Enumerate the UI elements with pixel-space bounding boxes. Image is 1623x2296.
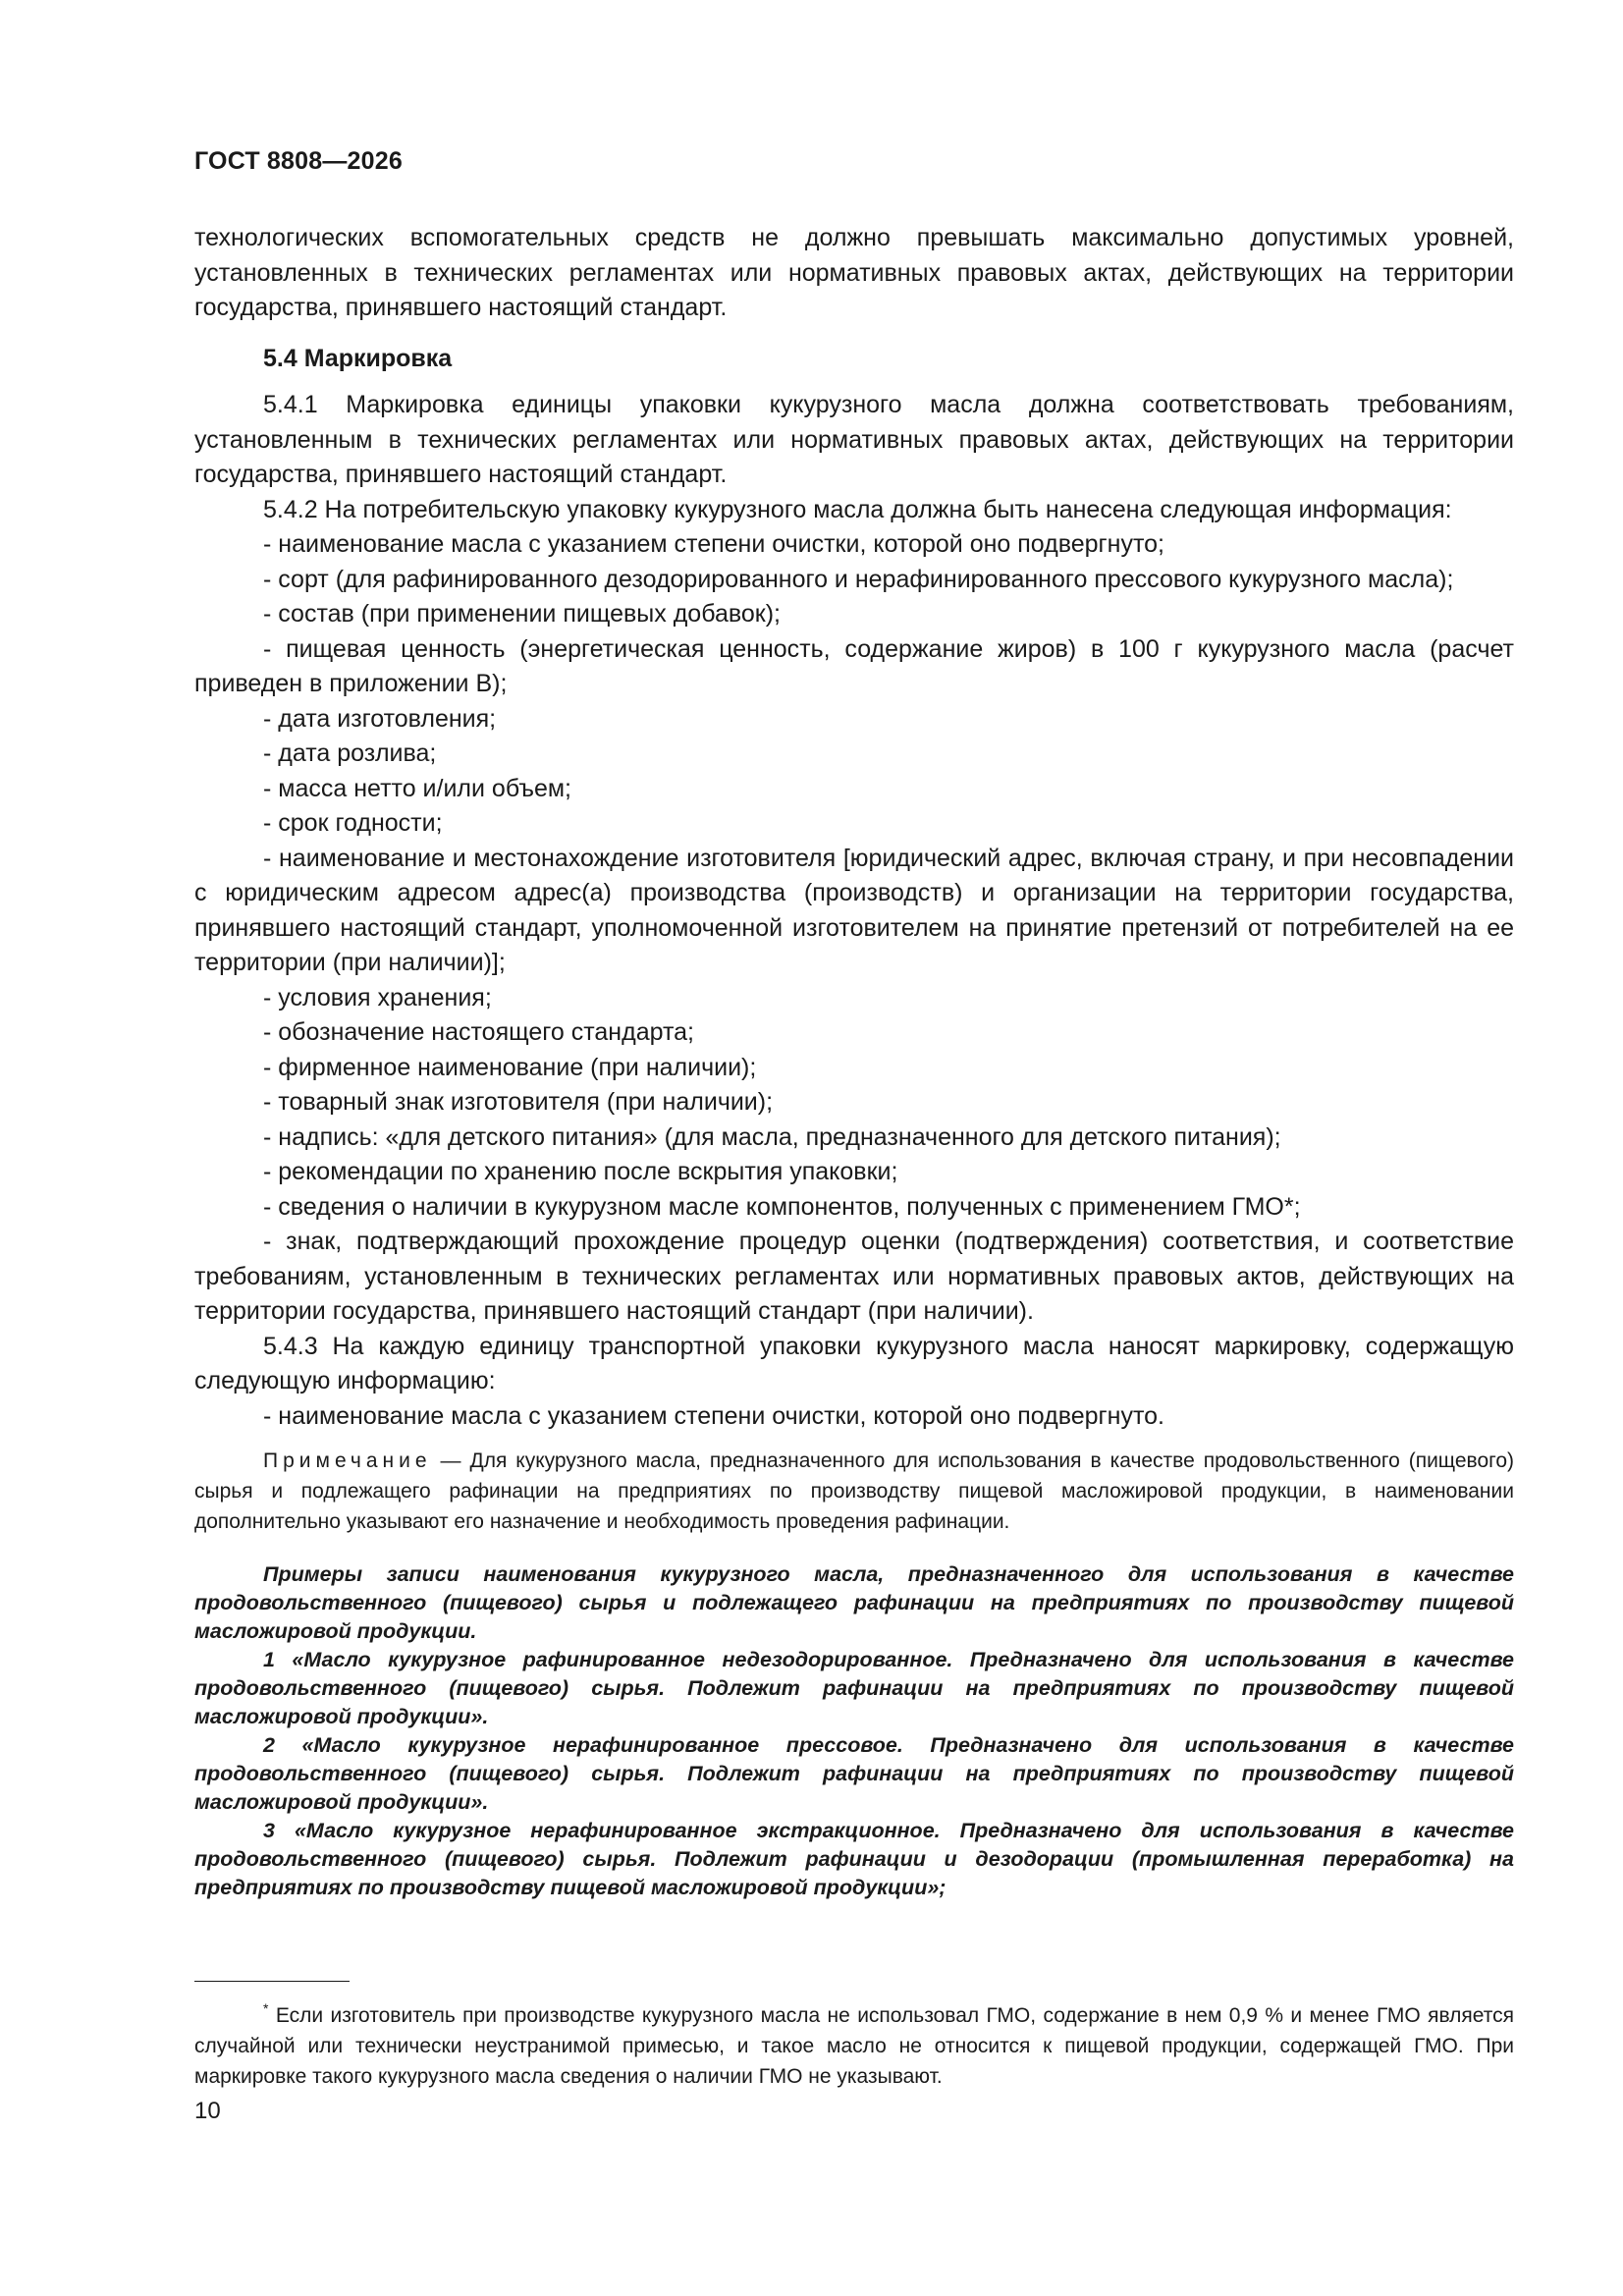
list-item: - пищевая ценность (энергетическая ценность, содержание жиров) в 100 г кукурузного масла (расчет приведен в приложении В); — [194, 634, 1514, 697]
list-item: - фирменное наименование (при наличии); — [263, 1053, 757, 1081]
list-item: - обозначение настоящего стандарта; — [263, 1018, 694, 1046]
list-5-4-2 — [194, 527, 1514, 1330]
list-item: - сорт (для рафинированного дезодорированного и нерафинированного прессового кукурузного масла); — [263, 565, 1454, 593]
document-page — [194, 147, 1514, 2125]
list-item: - наименование масла с указанием степени очистки, которой оно подвергнуто; — [263, 530, 1165, 558]
footnote-divider — [194, 1981, 350, 1982]
list-item: - состав (при применении пищевых добавок); — [263, 600, 781, 628]
paragraph-5-4-3: 5.4.3 На каждую единицу транспортной упаковки кукурузного масла наносят маркировку, содержащую следующую информацию: — [194, 1332, 1514, 1394]
footnote-mark: * — [263, 2000, 269, 2016]
page-number: 10 — [194, 2098, 221, 2124]
example-item: 2 «Масло кукурузное нерафинированное прессовое. Предназначено для использования в качестве продовольственного (пищевого) сырья. Подлежит рафинации на предприятиях по производству пищевой масложировой продукции». — [194, 1733, 1514, 1814]
intro-paragraph: технологических вспомогательных средств не должно превышать максимально допустимых уровней, установленных в технических регламентах или нормативных правовых актах, действующих на территории государства, принявшего настоящий стандарт. — [194, 224, 1514, 321]
note-text: — Для кукурузного масла, предназначенного для использования в качестве продовольственного (пищевого) сырья и подлежащего рафинации на предприятиях по производству пищевой масложировой продукции, в наименовании дополнительно указывают его назначение и необходимость проведения рафинации. — [194, 1449, 1514, 1533]
note — [194, 1446, 1514, 1537]
list-item: - сведения о наличии в кукурузном масле компонентов, полученных с применением ГМО*; — [263, 1192, 1301, 1221]
list-item: - рекомендации по хранению после вскрытия упаковки; — [263, 1158, 898, 1185]
standard-header: ГОСТ 8808—2026 — [194, 147, 403, 175]
example-item: 1 «Масло кукурузное рафинированное недезодорированное. Предназначено для использования в качестве продовольственного (пищевого) сырья. Подлежит рафинации на предприятиях по производству пищевой масложировой продукции». — [194, 1648, 1514, 1728]
list-item: - знак, подтверждающий прохождение процедур оценки (подтверждения) соответствия, и соответствие требованиям, установленным в технических регламентах или нормативных правовых актов, действующих на территории государства, принявшего настоящий стандарт (при наличии). — [194, 1228, 1514, 1325]
footnote — [194, 1994, 1514, 2092]
paragraph-5-4-1: 5.4.1 Маркировка единицы упаковки кукурузного масла должна соответствовать требованиям, установленным в технических регламентах или нормативных правовых актах, действующих на территории государства, принявшего настоящий стандарт. — [194, 391, 1514, 488]
example-item: 3 «Масло кукурузное нерафинированное экстракционное. Предназначено для использования в качестве продовольственного (пищевого) сырья. Подлежит рафинации и дезодорации (промышленная переработка) на предприятиях по производству пищевой масложировой продукции»; — [194, 1819, 1514, 1899]
list-item: - наименование масла с указанием степени очистки, которой оно подвергнуто. — [263, 1401, 1165, 1430]
list-item: - надпись: «для детского питания» (для масла, предназначенного для детского питания); — [263, 1122, 1281, 1151]
examples-block — [194, 1560, 1514, 1902]
body-text — [194, 221, 1514, 1434]
example-heading: Примеры записи наименования кукурузного масла, предназначенного для использования в качестве продовольственного (пищевого) сырья и подлежащего рафинации на предприятиях по производству пищевой масложировой продукции. — [194, 1562, 1514, 1643]
note-label: Примечание — [263, 1449, 432, 1472]
list-item: - масса нетто и/или объем; — [263, 774, 571, 802]
list-item: - условия хранения; — [263, 983, 492, 1011]
section-title: 5.4 Маркировка — [263, 344, 453, 372]
paragraph-5-4-2: 5.4.2 На потребительскую упаковку кукурузного масла должна быть нанесена следующая информация: — [263, 495, 1452, 523]
list-item: - дата изготовления; — [263, 704, 497, 733]
list-item: - срок годности; — [263, 809, 443, 837]
list-item: - наименование и местонахождение изготовителя [юридический адрес, включая страну, и при несовпадении с юридическим адресом адрес(а) производства (производств) и организации на территории государства, принявшего настоящий стандарт, уполномоченной изготовителем на принятие претензий от потребителей на ее территории (при наличии)]; — [194, 844, 1514, 976]
list-item: - дата розлива; — [263, 739, 437, 767]
footnote-text: Если изготовитель при производстве кукурузного масла не использовал ГМО, содержание в нем 0,9 % и менее ГМО является случайной или технически неустранимой примесью, и такое масло не относится к пищевой продукции, содержащей ГМО. При маркировке такого кукурузного масла сведения о наличии ГМО не указывают. — [194, 2004, 1514, 2088]
list-5-4-3 — [194, 1399, 1514, 1435]
list-item: - товарный знак изготовителя (при наличии); — [263, 1088, 774, 1116]
